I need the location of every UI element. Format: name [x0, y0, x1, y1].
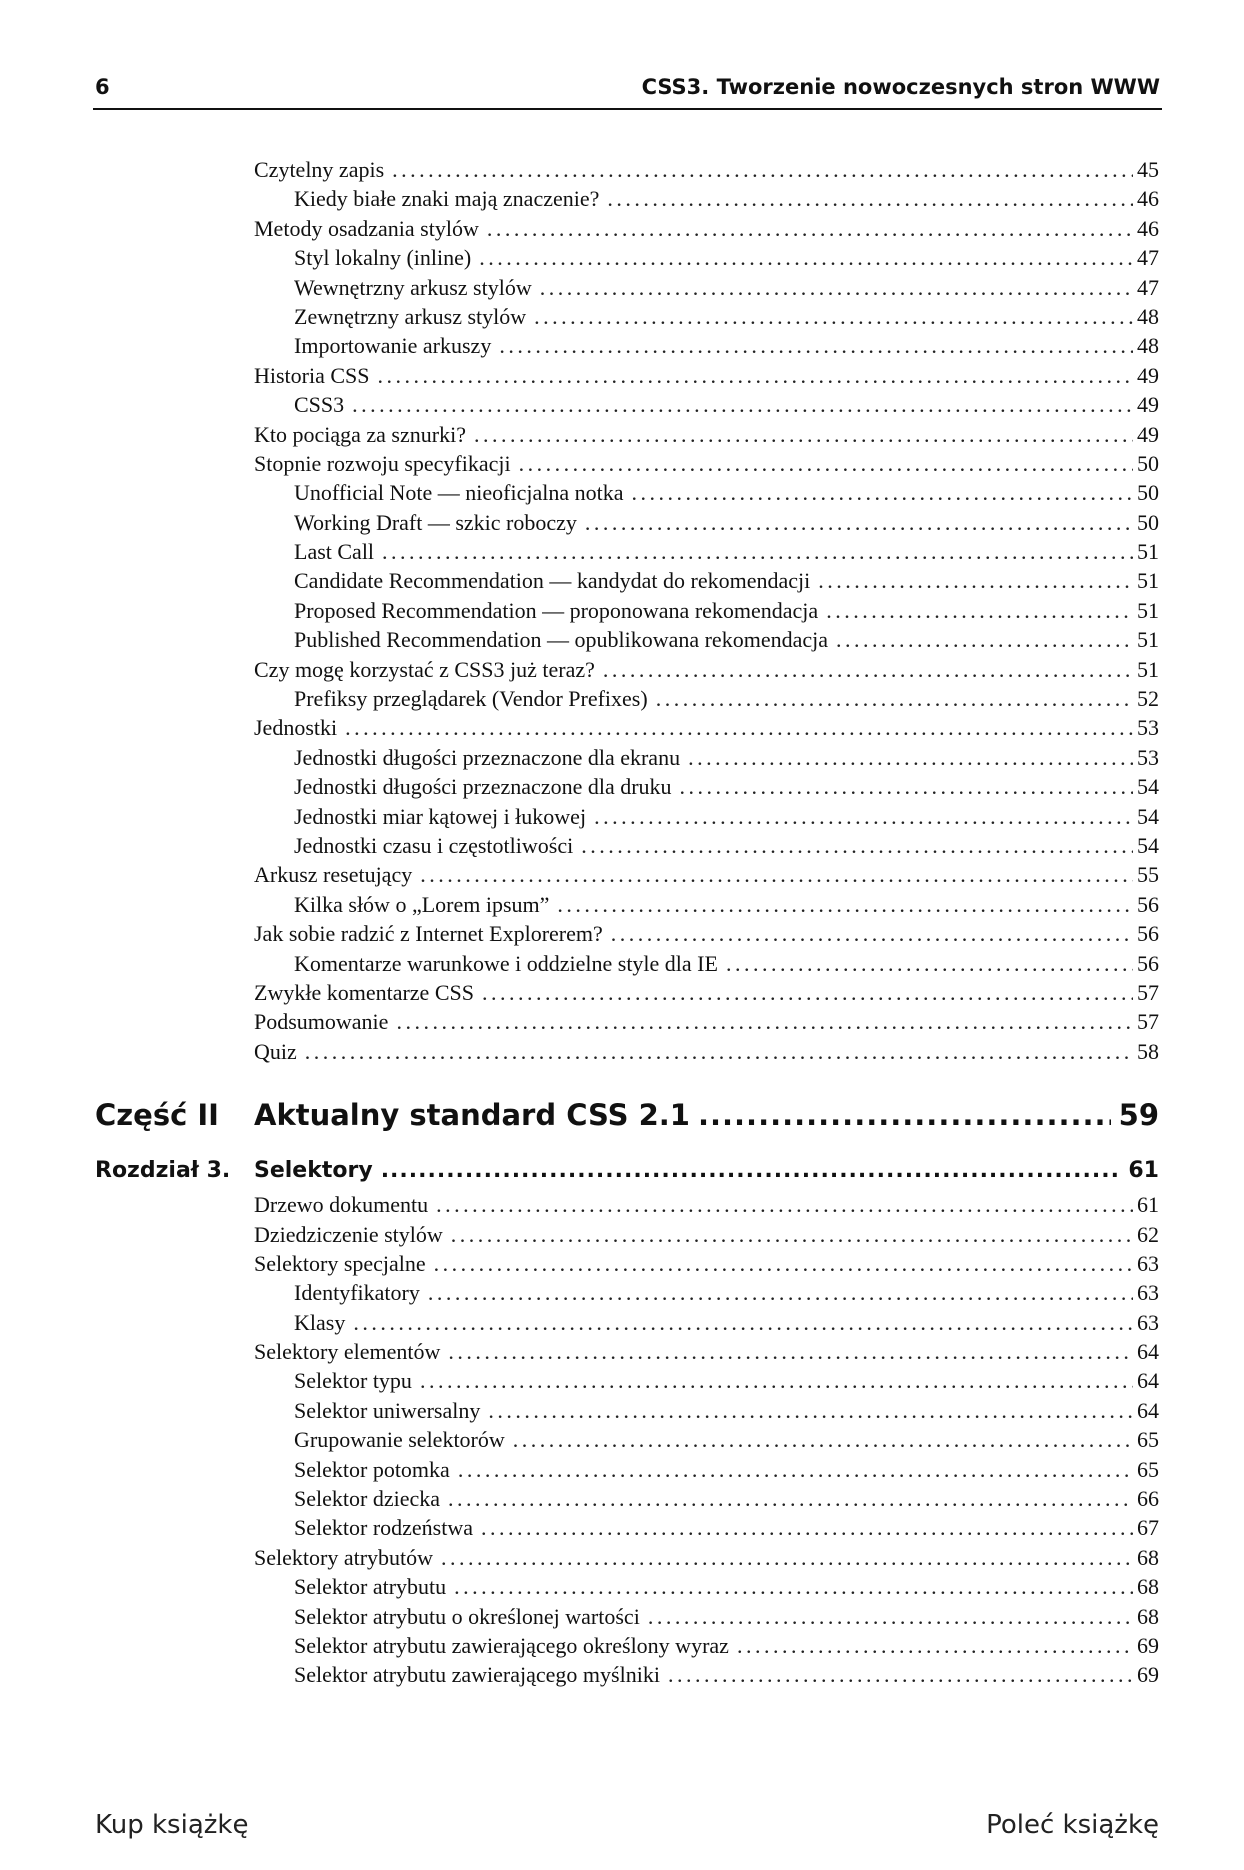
- toc-entry-title: Selektor atrybutu: [294, 1574, 447, 1600]
- toc-entry-page: 54: [1137, 774, 1159, 800]
- toc-entry-page: 64: [1137, 1397, 1159, 1423]
- dot-leader: [499, 331, 1133, 360]
- toc-entry-page: 68: [1137, 1544, 1159, 1570]
- toc-entry: [0, 1425, 1244, 1454]
- toc-entry-page: 56: [1137, 950, 1159, 976]
- dot-leader: [487, 214, 1133, 243]
- toc-entry: [0, 537, 1244, 566]
- toc-entry-title: Styl lokalny (inline): [294, 245, 472, 271]
- chapter-title: Selektory: [254, 1158, 373, 1184]
- toc-entry: [0, 1572, 1244, 1601]
- toc-entry: [0, 1037, 1244, 1066]
- toc-entry: [0, 331, 1244, 360]
- toc-entry: [0, 713, 1244, 742]
- toc-entry-title: Jednostki długości przeznaczone dla ekranu: [294, 744, 681, 770]
- toc-entry: [0, 273, 1244, 302]
- toc-entry-page: 69: [1137, 1662, 1159, 1688]
- dot-leader: [557, 890, 1133, 919]
- toc-entry-title: Historia CSS: [254, 362, 370, 388]
- dot-leader: [726, 949, 1133, 978]
- toc-entry-title: Kilka słów o „Lorem ipsum”: [294, 891, 550, 917]
- toc-entry-page: 45: [1137, 157, 1159, 182]
- dot-leader: [479, 243, 1133, 272]
- toc-entry: [0, 1543, 1244, 1572]
- chapter-title-line: [254, 1158, 1159, 1183]
- toc-section-top: [0, 155, 1244, 1066]
- toc-entry-page: 64: [1137, 1368, 1159, 1394]
- toc-entry-page: 51: [1137, 539, 1159, 565]
- toc-entry-title: Selektor potomka: [294, 1456, 450, 1482]
- toc-section-bottom: [0, 1190, 1244, 1690]
- toc-entry-title: Drzewo dokumentu: [254, 1192, 429, 1218]
- dot-leader: [488, 1396, 1133, 1425]
- dot-leader: [396, 1007, 1133, 1036]
- dot-leader: [441, 1543, 1133, 1572]
- toc-entry: [0, 566, 1244, 595]
- dot-leader: [534, 302, 1133, 331]
- toc-entry-page: 55: [1137, 862, 1159, 888]
- dot-leader: [353, 1308, 1133, 1337]
- chapter-heading: [0, 1156, 1244, 1190]
- chapter-page: 61: [1128, 1158, 1159, 1184]
- toc-entry-title: Wewnętrzny arkusz stylów: [294, 274, 532, 300]
- toc-entry-title: Selektor typu: [294, 1368, 412, 1394]
- toc-entry-title: Jak sobie radzić z Internet Explorerem?: [254, 921, 603, 947]
- dot-leader: [382, 537, 1133, 566]
- dot-leader: [737, 1631, 1133, 1660]
- dot-leader: [688, 743, 1133, 772]
- dot-leader: [458, 1455, 1133, 1484]
- toc-entry-page: 49: [1137, 392, 1159, 418]
- toc-entry-title: Jednostki długości przeznaczone dla druku: [294, 774, 672, 800]
- toc-entry-page: 68: [1137, 1603, 1159, 1629]
- toc-entry: [0, 508, 1244, 537]
- toc-entry-page: 56: [1137, 921, 1159, 947]
- table-of-contents: [0, 155, 1244, 1690]
- toc-entry: [0, 860, 1244, 889]
- toc-entry: [0, 390, 1244, 419]
- dot-leader: [345, 713, 1133, 742]
- toc-entry-page: 51: [1137, 568, 1159, 594]
- toc-entry-title: Klasy: [294, 1309, 346, 1335]
- toc-entry-title: Last Call: [294, 539, 375, 565]
- toc-entry: [0, 978, 1244, 1007]
- toc-entry-title: Jednostki czasu i częstotliwości: [294, 832, 574, 858]
- toc-entry: [0, 1366, 1244, 1395]
- toc-entry-title: Selektor atrybutu o określonej wartości: [294, 1603, 640, 1629]
- toc-entry-page: 63: [1137, 1250, 1159, 1276]
- dot-leader: [428, 1278, 1133, 1307]
- toc-entry-page: 63: [1137, 1309, 1159, 1335]
- toc-entry-page: 57: [1137, 1009, 1159, 1035]
- toc-entry-page: 51: [1137, 597, 1159, 623]
- toc-entry: [0, 449, 1244, 478]
- toc-entry: [0, 831, 1244, 860]
- toc-entry-page: 53: [1137, 715, 1159, 741]
- toc-entry: [0, 625, 1244, 654]
- toc-entry-title: Czy mogę korzystać z CSS3 już teraz?: [254, 656, 595, 682]
- toc-entry: [0, 919, 1244, 948]
- toc-entry-title: Published Recommendation — opublikowana rekomendacja: [294, 627, 828, 653]
- toc-entry: [0, 684, 1244, 713]
- dot-leader: [668, 1660, 1133, 1689]
- toc-entry-page: 50: [1137, 480, 1159, 506]
- toc-entry: [0, 1513, 1244, 1542]
- toc-entry-page: 64: [1137, 1339, 1159, 1365]
- dot-leader: [698, 1098, 1111, 1132]
- dot-leader: [448, 1484, 1133, 1513]
- dot-leader: [392, 155, 1133, 184]
- toc-entry-page: 63: [1137, 1280, 1159, 1306]
- toc-entry-title: Metody osadzania stylów: [254, 215, 479, 241]
- toc-entry: [0, 802, 1244, 831]
- toc-entry: [0, 1220, 1244, 1249]
- dot-leader: [818, 566, 1133, 595]
- toc-entry: [0, 596, 1244, 625]
- recommend-book-link[interactable]: Poleć książkę: [986, 1810, 1159, 1840]
- toc-entry-title: Podsumowanie: [254, 1009, 389, 1035]
- toc-entry-title: Unofficial Note — nieoficjalna notka: [294, 480, 624, 506]
- part-title: Aktualny standard CSS 2.1: [254, 1098, 690, 1133]
- toc-entry: [0, 1308, 1244, 1337]
- toc-entry: [0, 1190, 1244, 1219]
- toc-entry-page: 50: [1137, 450, 1159, 476]
- dot-leader: [482, 978, 1133, 1007]
- dot-leader: [381, 1158, 1121, 1183]
- toc-entry-page: 66: [1137, 1486, 1159, 1512]
- toc-entry-page: 51: [1137, 627, 1159, 653]
- part-label: Część II: [95, 1098, 219, 1133]
- toc-entry-title: Kto pociąga za sznurki?: [254, 421, 466, 447]
- dot-leader: [305, 1037, 1133, 1066]
- toc-entry: [0, 655, 1244, 684]
- dot-leader: [540, 273, 1133, 302]
- toc-entry-page: 47: [1137, 274, 1159, 300]
- dot-leader: [474, 420, 1133, 449]
- footer: [0, 1810, 1244, 1870]
- dot-leader: [581, 831, 1133, 860]
- toc-entry-page: 65: [1137, 1456, 1159, 1482]
- toc-entry: [0, 1631, 1244, 1660]
- page-header: [93, 72, 1162, 110]
- buy-book-link[interactable]: Kup książkę: [95, 1810, 249, 1840]
- toc-entry-title: Dziedziczenie stylów: [254, 1221, 443, 1247]
- toc-entry-page: 49: [1137, 362, 1159, 388]
- toc-entry: [0, 1007, 1244, 1036]
- toc-entry-title: Working Draft — szkic roboczy: [294, 509, 577, 535]
- dot-leader: [836, 625, 1133, 654]
- toc-entry-title: Selektor rodzeństwa: [294, 1515, 473, 1541]
- toc-entry-title: Proposed Recommendation — proponowana rekomendacja: [294, 597, 819, 623]
- toc-entry-title: Identyfikatory: [294, 1280, 420, 1306]
- toc-entry-page: 53: [1137, 744, 1159, 770]
- toc-entry-page: 61: [1137, 1192, 1159, 1218]
- toc-entry: [0, 1337, 1244, 1366]
- toc-entry-title: Selektor atrybutu zawierającego określony wyraz: [294, 1632, 729, 1658]
- running-title: CSS3. Tworzenie nowoczesnych stron WWW: [641, 75, 1160, 99]
- dot-leader: [436, 1190, 1133, 1219]
- toc-entry: [0, 478, 1244, 507]
- toc-entry-title: Selektor uniwersalny: [294, 1397, 481, 1423]
- dot-leader: [352, 390, 1133, 419]
- toc-entry: [0, 1455, 1244, 1484]
- dot-leader: [611, 919, 1133, 948]
- toc-entry-page: 46: [1137, 186, 1159, 212]
- toc-entry-page: 56: [1137, 891, 1159, 917]
- dot-leader: [519, 449, 1133, 478]
- toc-entry-page: 68: [1137, 1574, 1159, 1600]
- toc-entry-title: Komentarze warunkowe i oddzielne style dla IE: [294, 950, 718, 976]
- toc-entry-title: Stopnie rozwoju specyfikacji: [254, 450, 511, 476]
- toc-entry-page: 67: [1137, 1515, 1159, 1541]
- toc-entry-title: Candidate Recommendation — kandydat do rekomendacji: [294, 568, 811, 594]
- toc-entry-title: Quiz: [254, 1038, 297, 1064]
- toc-entry-title: Zwykłe komentarze CSS: [254, 979, 474, 1005]
- dot-leader: [631, 478, 1133, 507]
- chapter-label: Rozdział 3.: [95, 1158, 231, 1184]
- toc-entry-title: Selektory elementów: [254, 1339, 441, 1365]
- toc-entry-page: 48: [1137, 303, 1159, 329]
- toc-entry-page: 48: [1137, 333, 1159, 359]
- toc-entry-title: Grupowanie selektorów: [294, 1427, 505, 1453]
- toc-entry-title: Prefiksy przeglądarek (Vendor Prefixes): [294, 686, 648, 712]
- toc-entry: [0, 420, 1244, 449]
- dot-leader: [434, 1249, 1133, 1278]
- toc-entry-title: Importowanie arkuszy: [294, 333, 492, 359]
- toc-entry: [0, 743, 1244, 772]
- dot-leader: [420, 1366, 1133, 1395]
- toc-entry-title: Zewnętrzny arkusz stylów: [294, 303, 527, 329]
- dot-leader: [826, 596, 1133, 625]
- toc-entry-page: 46: [1137, 215, 1159, 241]
- dot-leader: [648, 1602, 1133, 1631]
- toc-entry-title: Czytelny zapis: [254, 157, 385, 182]
- dot-leader: [603, 655, 1133, 684]
- toc-entry-page: 54: [1137, 803, 1159, 829]
- toc-entry: [0, 214, 1244, 243]
- toc-entry-title: Kiedy białe znaki mają znaczenie?: [294, 186, 600, 212]
- toc-entry-page: 50: [1137, 509, 1159, 535]
- dot-leader: [454, 1572, 1133, 1601]
- toc-entry-page: 69: [1137, 1632, 1159, 1658]
- dot-leader: [378, 361, 1133, 390]
- toc-entry: [0, 302, 1244, 331]
- toc-entry: [0, 361, 1244, 390]
- toc-entry-page: 57: [1137, 979, 1159, 1005]
- toc-entry-title: Selektor dziecka: [294, 1486, 440, 1512]
- dot-leader: [607, 184, 1133, 213]
- toc-entry-page: 49: [1137, 421, 1159, 447]
- dot-leader: [451, 1220, 1133, 1249]
- dot-leader: [448, 1337, 1133, 1366]
- part-heading: [0, 1086, 1244, 1156]
- dot-leader: [585, 508, 1133, 537]
- toc-entry: [0, 155, 1244, 184]
- toc-entry: [0, 1484, 1244, 1513]
- toc-entry-page: 54: [1137, 832, 1159, 858]
- part-page: 59: [1118, 1098, 1159, 1133]
- toc-entry-page: 65: [1137, 1427, 1159, 1453]
- toc-entry-page: 47: [1137, 245, 1159, 271]
- toc-entry-title: Jednostki miar kątowej i łukowej: [294, 803, 587, 829]
- dot-leader: [594, 802, 1133, 831]
- toc-entry: [0, 772, 1244, 801]
- dot-leader: [656, 684, 1133, 713]
- toc-entry-title: CSS3: [294, 392, 345, 418]
- dot-leader: [680, 772, 1133, 801]
- toc-entry: [0, 1660, 1244, 1689]
- toc-entry-page: 51: [1137, 656, 1159, 682]
- toc-entry: [0, 184, 1244, 213]
- toc-entry-title: Arkusz resetujący: [254, 862, 413, 888]
- toc-entry: [0, 949, 1244, 978]
- toc-entry-title: Selektor atrybutu zawierającego myślniki: [294, 1662, 660, 1688]
- toc-entry: [0, 1396, 1244, 1425]
- toc-entry-title: Selektory specjalne: [254, 1250, 426, 1276]
- dot-leader: [513, 1425, 1133, 1454]
- dot-leader: [481, 1513, 1133, 1542]
- toc-entry-title: Selektory atrybutów: [254, 1544, 434, 1570]
- toc-entry: [0, 243, 1244, 272]
- toc-entry: [0, 1602, 1244, 1631]
- toc-entry: [0, 1278, 1244, 1307]
- toc-entry-page: 52: [1137, 686, 1159, 712]
- part-title-line: [254, 1098, 1159, 1132]
- dot-leader: [420, 860, 1133, 889]
- page-number: 6: [95, 75, 110, 99]
- toc-entry-page: 62: [1137, 1221, 1159, 1247]
- toc-entry-page: 58: [1137, 1038, 1159, 1064]
- toc-entry: [0, 890, 1244, 919]
- toc-entry-title: Jednostki: [254, 715, 338, 741]
- toc-entry: [0, 1249, 1244, 1278]
